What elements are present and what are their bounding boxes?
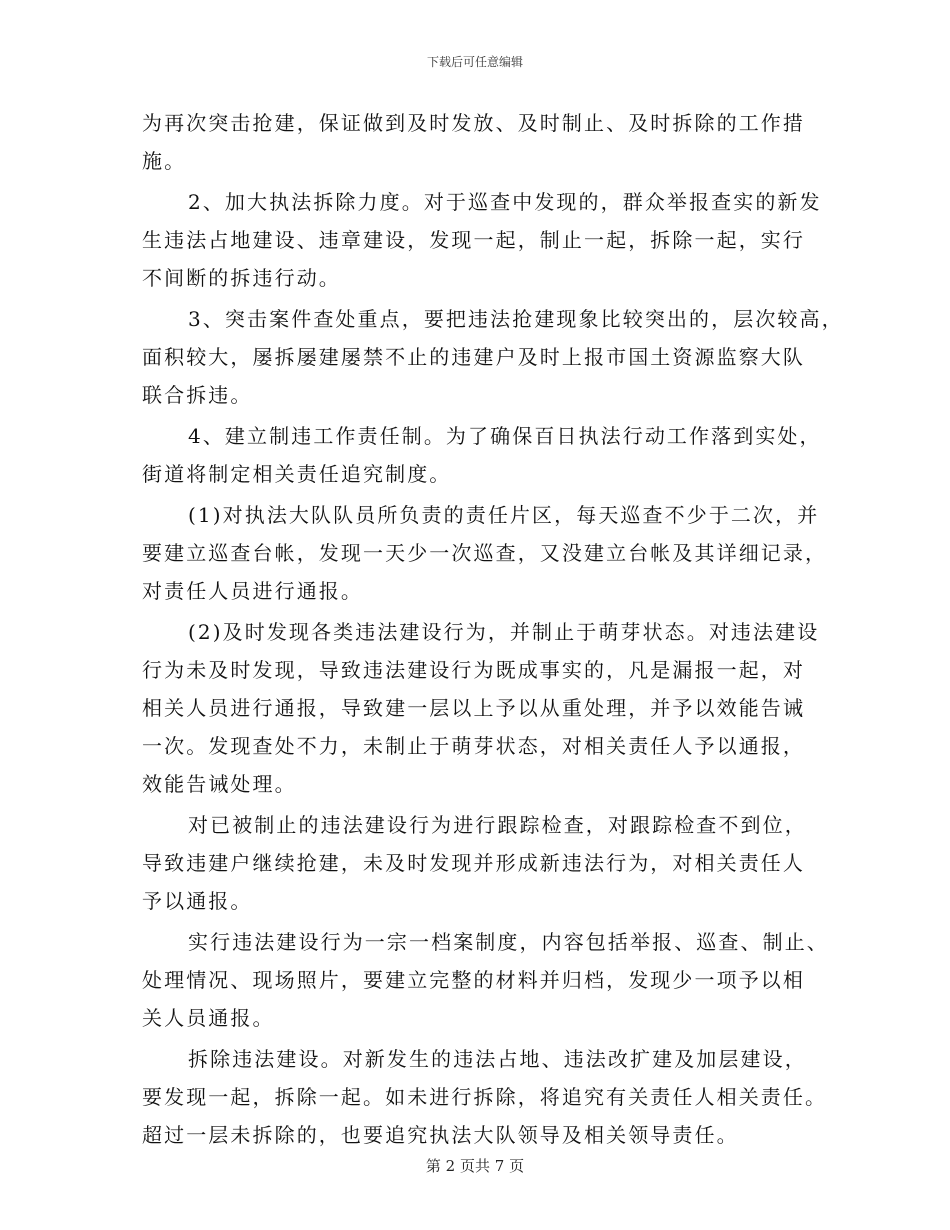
text-line: 施。 [142, 149, 187, 173]
text-line: 行为未及时发现，导致违法建设行为既成事实的，凡是漏报一起，对 [142, 658, 805, 682]
text-line: 2、加大执法拆除力度。对于巡查中发现的，群众举报查实的新发 [188, 190, 822, 214]
text-line: 3、突击案件查处重点，要把违法抢建现象比较突出的，层次较高， [188, 307, 844, 331]
text-line: 相关人员进行通报，导致建一层以上予以从重处理，并予以效能告诫 [142, 696, 805, 720]
text-line: 拆除违法建设。对新发生的违法占地、违法改扩建及加层建设， [188, 1047, 807, 1071]
text-line: 效能告诫处理。 [142, 772, 297, 796]
text-line: 要发现一起，拆除一起。如未进行拆除，将追究有关责任人相关责任。 [142, 1085, 828, 1109]
text-line: 处理情况、现场照片，要建立完整的材料并归档，发现少一项予以相 [142, 968, 805, 992]
page-header: 下载后可任意编辑 [426, 55, 523, 69]
text-line: 不间断的拆违行动。 [142, 266, 341, 290]
paragraph [142, 496, 832, 610]
text-line: (1)对执法大队队员所负责的责任片区，每天巡查不少于二次，并 [188, 503, 820, 527]
paragraph [142, 300, 844, 414]
paragraph [142, 183, 832, 297]
text-line: 要建立巡查台帐，发现一天少一次巡查，又没建立台帐及其详细记录， [142, 541, 828, 565]
text-line: 对责任人员进行通报。 [142, 579, 363, 603]
paragraph [142, 613, 832, 803]
text-line: 一次。发现查处不力，未制止于萌芽状态，对相关责任人予以通报， [142, 734, 805, 758]
text-line: 生违法占地建设、违章建设，发现一起，制止一起，拆除一起，实行 [142, 228, 805, 252]
text-line: 实行违法建设行为一宗一档案制度，内容包括举报、巡查、制止、 [188, 930, 829, 954]
text-line: 对已被制止的违法建设行为进行跟踪检查，对跟踪检查不到位， [188, 813, 807, 837]
text-line: 超过一层未拆除的，也要追究执法大队领导及相关领导责任。 [142, 1123, 739, 1147]
paragraph [142, 1040, 832, 1154]
text-line: 4、建立制违工作责任制。为了确保百日执法行动工作落到实处， [188, 424, 822, 448]
text-line: 面积较大，屡拆屡建屡禁不止的违建户及时上报市国土资源监察大队 [142, 345, 805, 369]
text-line: 关人员通报。 [142, 1006, 275, 1030]
text-line: (2)及时发现各类违法建设行为，并制止于萌芽状态。对违法建设 [188, 620, 820, 644]
text-line: 街道将制定相关责任追究制度。 [142, 462, 452, 486]
paragraph [142, 923, 832, 1037]
text-line: 导致违建户继续抢建，未及时发现并形成新违法行为，对相关责任人 [142, 851, 805, 875]
document-body [142, 104, 844, 1154]
paragraph [142, 417, 832, 493]
text-line: 予以通报。 [142, 889, 253, 913]
paragraph [142, 104, 832, 180]
paragraph [142, 806, 832, 920]
text-line: 为再次突击抢建，保证做到及时发放、及时制止、及时拆除的工作措 [142, 111, 805, 135]
text-line: 联合拆违。 [142, 383, 253, 407]
page-footer: 第 2 页共 7 页 [425, 1157, 525, 1175]
